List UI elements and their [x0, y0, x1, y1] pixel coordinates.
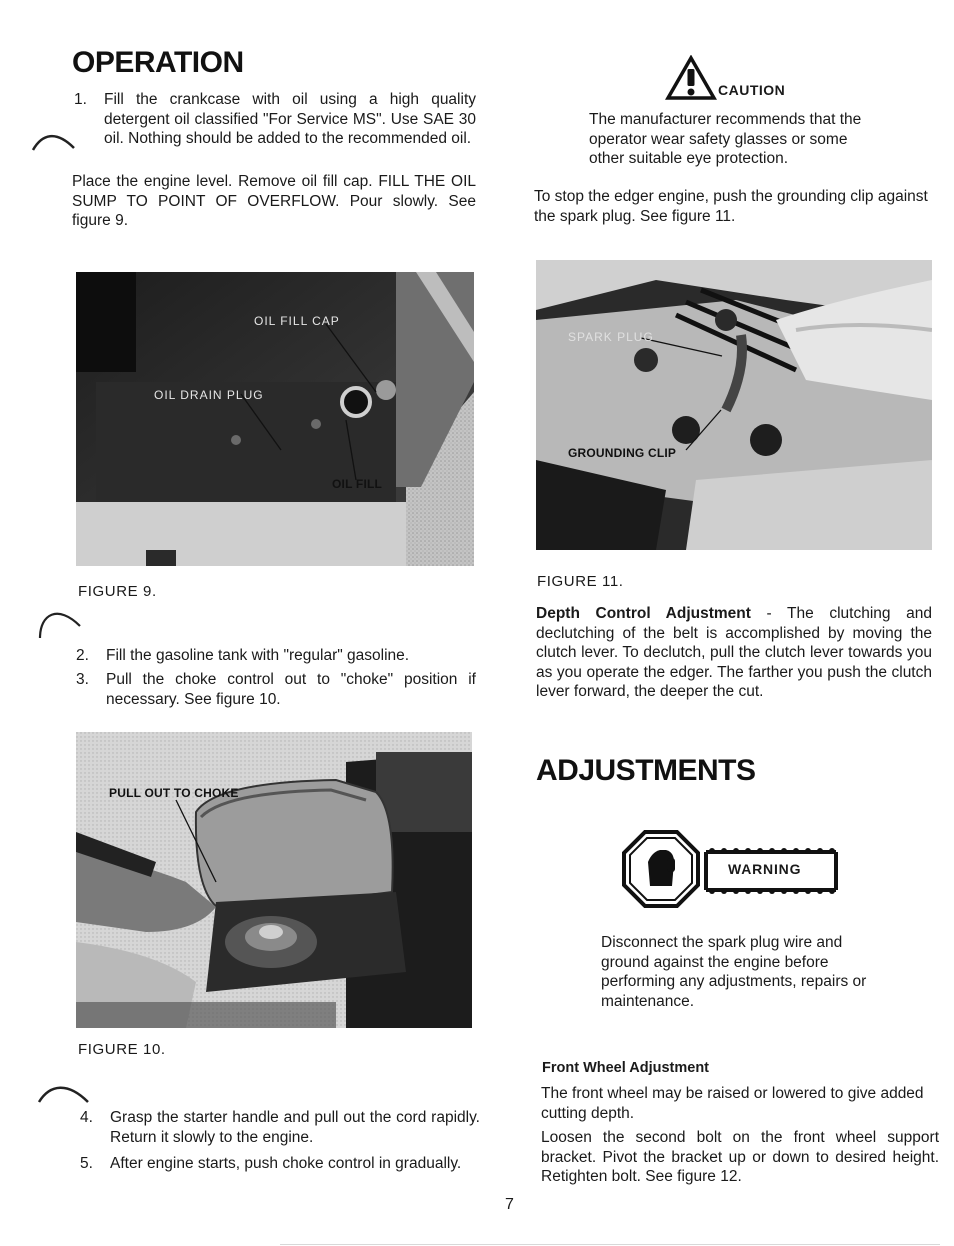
margin-mark-1	[30, 128, 80, 158]
operation-heading: OPERATION	[72, 46, 244, 79]
depth-control-title: Depth Control Adjustment	[536, 605, 751, 622]
step-number: 2.	[76, 647, 89, 664]
step-3	[76, 670, 476, 709]
page-number: 7	[505, 1196, 514, 1213]
oil-fill-cap-label: OIL FILL CAP	[254, 314, 340, 328]
spark-plug-label: SPARK PLUG	[568, 330, 654, 344]
step-text: Pull the choke control out to "choke" position if necessary. See figure 10.	[106, 671, 476, 708]
oil-drain-plug-label: OIL DRAIN PLUG	[154, 388, 264, 402]
step-5	[80, 1154, 480, 1174]
step-text: After engine starts, push choke control in gradually.	[110, 1155, 462, 1172]
caution-text: The manufacturer recommends that the operator wear safety glasses or some other suitable eye protection.	[589, 111, 862, 167]
figure-9-photo	[76, 272, 474, 566]
warning-label: WARNING	[728, 861, 802, 877]
step-number: 1.	[74, 91, 87, 108]
step-2	[76, 646, 476, 666]
depth-control-text: - The clutching and declutching of the belt is accomplished by moving the clutch lever. To declutch, pull the clutch lever towards you as you operate the edger. The farther you push the clutch lever forward, the deeper the cut.	[536, 605, 933, 700]
stop-engine-paragraph: To stop the edger engine, push the grounding clip against the spark plug. See figure 11.	[534, 188, 928, 225]
step-number: 3.	[76, 671, 89, 688]
step-text: Fill the crankcase with oil using a high quality detergent oil classified "For Service MS". Use SAE 30 oil. Nothing should be added to the recommended oil.	[104, 91, 476, 147]
warning-hand-icon	[622, 830, 700, 908]
step-text: Grasp the starter handle and pull out the cord rapidly. Return it slowly to the engine.	[110, 1109, 480, 1146]
step-1	[74, 90, 476, 149]
front-wheel-title: Front Wheel Adjustment	[542, 1060, 710, 1076]
figure-11-photo	[536, 260, 932, 550]
figure-11-caption: FIGURE 11.	[537, 573, 624, 590]
front-wheel-text-1: The front wheel may be raised or lowered to give added cutting depth.	[541, 1085, 924, 1122]
step-number: 5.	[80, 1155, 93, 1172]
adjustments-heading: ADJUSTMENTS	[536, 754, 756, 787]
pull-out-to-choke-label: PULL OUT TO CHOKE	[109, 786, 239, 800]
step-text: Fill the gasoline tank with "regular" gasoline.	[106, 647, 410, 664]
step-4	[80, 1108, 480, 1147]
oil-fill-label: OIL FILL	[332, 477, 383, 491]
front-wheel-text-2: Loosen the second bolt on the front wheel support bracket. Pivot the bracket up or down to desired height. Retighten bolt. See figure 12.	[541, 1129, 939, 1185]
grounding-clip-label: GROUNDING CLIP	[568, 446, 677, 460]
caution-triangle-icon	[665, 55, 717, 101]
margin-mark-2	[34, 604, 84, 640]
depth-control-paragraph	[536, 604, 932, 702]
figure-9-caption: FIGURE 9.	[78, 583, 157, 600]
scan-line	[280, 1244, 940, 1245]
warning-text: Disconnect the spark plug wire and ground against the engine before performing any adjustments, repairs or maintenance.	[601, 934, 867, 1010]
caution-label: CAUTION	[718, 82, 786, 98]
oil-fill-paragraph: Place the engine level. Remove oil fill cap. FILL THE OIL SUMP TO POINT OF OVERFLOW. Pour slowly. See figure 9.	[72, 173, 476, 229]
step-number: 4.	[80, 1109, 93, 1126]
figure-10-photo	[76, 732, 472, 1028]
figure-10-caption: FIGURE 10.	[78, 1041, 166, 1058]
